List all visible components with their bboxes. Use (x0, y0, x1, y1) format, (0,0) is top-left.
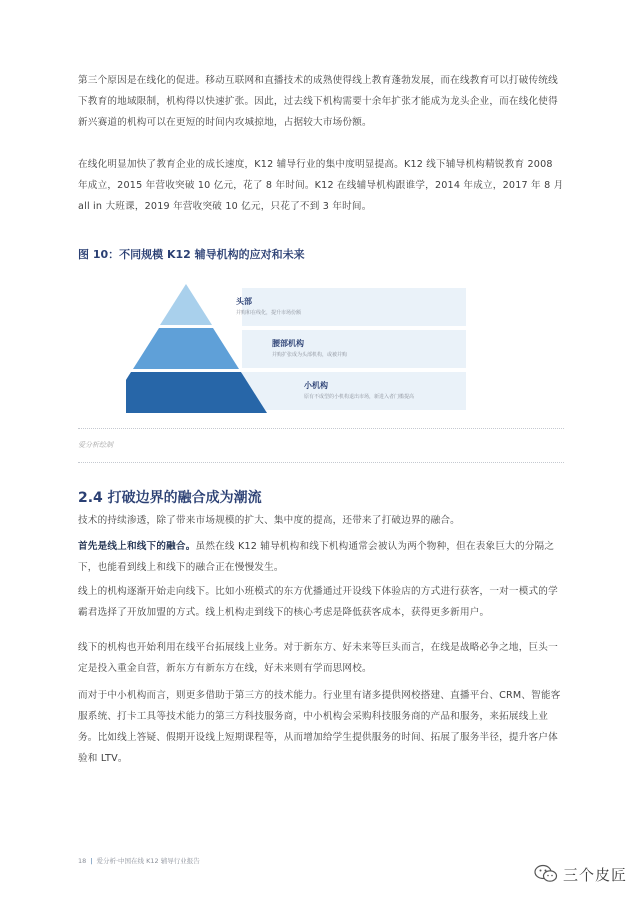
watermark (534, 862, 627, 886)
figure-credit: 爱分析绘制 (78, 441, 113, 449)
tier-label-top: 头部 (236, 297, 252, 306)
paragraph-offline-to-online: 线下的机构也开始利用在线平台拓展线上业务。对于新东方、好未来等巨头而言，在线是战略必争之地，巨头一定是投入重金自营，新东方有新东方在线，好未来则有学而思网校。 (78, 642, 558, 674)
paragraph-growth-speed: 在线化明显加快了教育企业的成长速度，K12 辅导行业的集中度明显提高。K12 线下辅导机构精锐教育 2008 年成立，2015 年营收突破 10 亿元，花了 8 年时间。K12 在线辅导机构跟谁学，2014 年成立，2017 年 8 月 all in 大班课，2019 年营收突破 10 亿元，只花了不到 3 年时间。 (78, 159, 564, 212)
paragraph-online-to-offline: 线上的机构逐渐开始走向线下。比如小班模式的东方优播通过开设线下体验店的方式进行获客，一对一模式的学霸君选择了开放加盟的方式。线上机构走到线下的核心考虑是降低获客成本，获得更多新用户。 (78, 586, 558, 618)
bold-lead-sentence: 首先是线上和线下的融合。 (78, 541, 196, 552)
figure-divider (78, 428, 564, 429)
report-title: 爱分析·中国在线 K12 辅导行业报告 (96, 857, 200, 865)
section-title: 2.4 打破边界的融合成为潮流 (78, 490, 262, 506)
pyramid-diagram (126, 284, 466, 414)
paragraph-online-driver: 第三个原因是在线化的促进。移动互联网和直播技术的成熟使得线上教育蓬勃发展，而在线教育可以打破传统线下教育的地域限制，机构得以快速扩张。因此，过去线下机构需要十余年扩张才能成为龙头企业，而在线化使得新兴赛道的机构可以在更短的时间内攻城掠地，占据较大市场份额。 (78, 75, 558, 128)
tier-label-middle: 腰部机构 (272, 339, 304, 348)
pyramid-shape (126, 284, 466, 414)
tier-desc-bottom: 原有不成型的小机构退出市场，新进入者门槛提高 (304, 394, 415, 400)
paragraph-boundary-intro: 技术的持续渗透，除了带来市场规模的扩大、集中度的提高，还带来了打破边界的融合。 (78, 515, 460, 526)
wechat-icon (534, 864, 558, 884)
paragraph-body: 虽然在线 K12 辅导机构和线下机构通常会被认为两个物种，但在表象巨大的分隔之下，也能看到线上和线下的融合正在慢慢发生。 (78, 541, 555, 573)
pyramid-tier-top (160, 284, 212, 325)
footer-separator: | (90, 857, 93, 865)
section-divider (78, 462, 564, 463)
page-number: 18 (78, 857, 87, 865)
tier-desc-middle: 并购扩张成为头部机构，或被并购 (272, 352, 348, 358)
page-footer (78, 856, 200, 865)
tier-label-bottom: 小机构 (304, 381, 328, 390)
pyramid-tier-bottom (126, 372, 267, 413)
paragraph-small-institutions: 而对于中小机构而言，则更多借助于第三方的技术能力。行业里有诸多提供网校搭建、直播平台、CRM、智能客服系统、打卡工具等技术能力的第三方科技服务商，中小机构会采购科技服务商的产品和服务，来拓展线上业务。比如线上答疑、假期开设线上短期课程等，从而增加给学生提供服务的时间、拓展了服务半径，提升客户体验和 LTV。 (78, 690, 561, 764)
watermark-text: 三个皮匠 (563, 865, 628, 884)
pyramid-tier-middle (133, 328, 239, 369)
tier-desc-top: 并购和在线化，提升市场份额 (236, 310, 302, 316)
figure-title: 图 10：不同规模 K12 辅导机构的应对和未来 (78, 248, 305, 261)
paragraph-online-offline-fusion (78, 536, 564, 578)
